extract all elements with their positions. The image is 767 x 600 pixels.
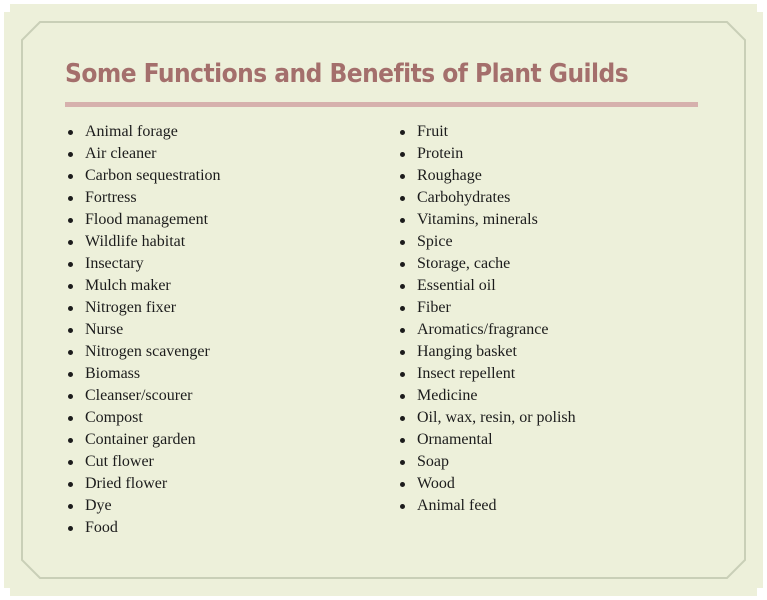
list-item-label: Spice: [417, 233, 453, 250]
list-item: [400, 451, 576, 473]
bullet-icon: [68, 152, 73, 157]
title-underline: [65, 102, 698, 107]
list-item: [68, 297, 221, 319]
list-item-label: Medicine: [417, 387, 478, 404]
list-item-label: Animal feed: [417, 497, 497, 514]
list-item-label: Essential oil: [417, 277, 496, 294]
list-item: [68, 121, 221, 143]
list-item: [68, 253, 221, 275]
bullet-icon: [68, 438, 73, 443]
list-item: [400, 187, 576, 209]
list-item: [400, 385, 576, 407]
bullet-icon: [68, 130, 73, 135]
bullet-icon: [400, 482, 405, 487]
bullet-icon: [68, 174, 73, 179]
bullet-icon: [68, 262, 73, 267]
bullet-icon: [400, 152, 405, 157]
list-item-label: Air cleaner: [85, 145, 157, 162]
list-item-label: Dried flower: [85, 475, 168, 492]
bullet-icon: [68, 394, 73, 399]
bullet-icon: [400, 394, 405, 399]
bullet-icon: [400, 174, 405, 179]
list-item: [400, 231, 576, 253]
bullet-icon: [400, 416, 405, 421]
list-item: [400, 407, 576, 429]
bullet-icon: [400, 460, 405, 465]
bullet-icon: [68, 196, 73, 201]
bullet-icon: [400, 262, 405, 267]
list-item-label: Wildlife habitat: [85, 233, 186, 250]
list-item: [68, 341, 221, 363]
list-item: [68, 385, 221, 407]
bullet-icon: [68, 306, 73, 311]
list-item-label: Oil, wax, resin, or polish: [417, 409, 576, 426]
list-item-label: Roughage: [417, 167, 482, 184]
bullet-icon: [400, 218, 405, 223]
list-item-label: Fruit: [417, 123, 449, 140]
list-item: [68, 407, 221, 429]
bullet-icon: [400, 306, 405, 311]
bullet-icon: [400, 196, 405, 201]
list-item-label: Carbohydrates: [417, 189, 511, 206]
bullet-icon: [68, 350, 73, 355]
list-item-label: Vitamins, minerals: [417, 211, 538, 228]
list-item-label: Protein: [417, 145, 464, 162]
list-item: [68, 275, 221, 297]
list-item: [68, 187, 221, 209]
bullet-icon: [68, 328, 73, 333]
bullet-icon: [400, 504, 405, 509]
bullet-icon: [400, 130, 405, 135]
list-item-label: Nitrogen fixer: [85, 299, 177, 316]
bullet-icon: [68, 482, 73, 487]
list-item-label: Flood management: [85, 211, 209, 228]
list-item: [68, 495, 221, 517]
list-item: [400, 121, 576, 143]
list-item-label: Compost: [85, 409, 143, 426]
list-item: [400, 473, 576, 495]
list-item-label: Carbon sequestration: [85, 167, 221, 184]
bullet-icon: [68, 240, 73, 245]
list-item-label: Cut flower: [85, 453, 154, 470]
list-item: [400, 209, 576, 231]
list-item: [68, 517, 221, 539]
bullet-icon: [68, 460, 73, 465]
list-item-label: Fiber: [417, 299, 451, 316]
list-item: [400, 143, 576, 165]
list-item: [68, 143, 221, 165]
list-item-label: Wood: [417, 475, 455, 492]
list-item-label: Insect repellent: [417, 365, 516, 382]
bullet-icon: [68, 504, 73, 509]
list-item: [400, 165, 576, 187]
list-item-label: Soap: [417, 453, 449, 470]
panel-title: Some Functions and Benefits of Plant Guilds: [65, 59, 629, 89]
list-item: [68, 363, 221, 385]
list-item-label: Ornamental: [417, 431, 493, 448]
list-item-label: Biomass: [85, 365, 141, 382]
bullet-icon: [68, 218, 73, 223]
bullet-icon: [400, 284, 405, 289]
list-item-label: Nitrogen scavenger: [85, 343, 210, 360]
list-item-label: Storage, cache: [417, 255, 511, 272]
list-item: [68, 451, 221, 473]
list-item: [400, 253, 576, 275]
list-item-label: Container garden: [85, 431, 196, 448]
list-item-label: Animal forage: [85, 123, 178, 140]
list-item: [68, 165, 221, 187]
list-item: [400, 363, 576, 385]
right-column-list: [400, 121, 576, 517]
bullet-icon: [400, 350, 405, 355]
list-item-label: Hanging basket: [417, 343, 517, 360]
list-item: [400, 275, 576, 297]
list-item: [68, 429, 221, 451]
list-item-label: Mulch maker: [85, 277, 171, 294]
left-column-list: [68, 121, 221, 539]
list-item: [400, 341, 576, 363]
list-item: [68, 209, 221, 231]
bullet-icon: [400, 372, 405, 377]
list-item-label: Dye: [85, 497, 112, 514]
list-item-label: Fortress: [85, 189, 137, 206]
list-item: [68, 319, 221, 341]
list-item: [68, 231, 221, 253]
list-item: [400, 495, 576, 517]
bullet-icon: [400, 438, 405, 443]
bullet-icon: [400, 240, 405, 245]
list-item: [68, 473, 221, 495]
list-item: [400, 429, 576, 451]
bullet-icon: [68, 372, 73, 377]
list-item-label: Cleanser/scourer: [85, 387, 193, 404]
list-item-label: Nurse: [85, 321, 124, 338]
list-item: [400, 319, 576, 341]
list-item-label: Insectary: [85, 255, 144, 272]
list-item-label: Food: [85, 519, 118, 536]
bullet-icon: [68, 284, 73, 289]
bullet-icon: [68, 526, 73, 531]
bullet-icon: [400, 328, 405, 333]
list-item-label: Aromatics/fragrance: [417, 321, 549, 338]
list-item: [400, 297, 576, 319]
bullet-icon: [68, 416, 73, 421]
